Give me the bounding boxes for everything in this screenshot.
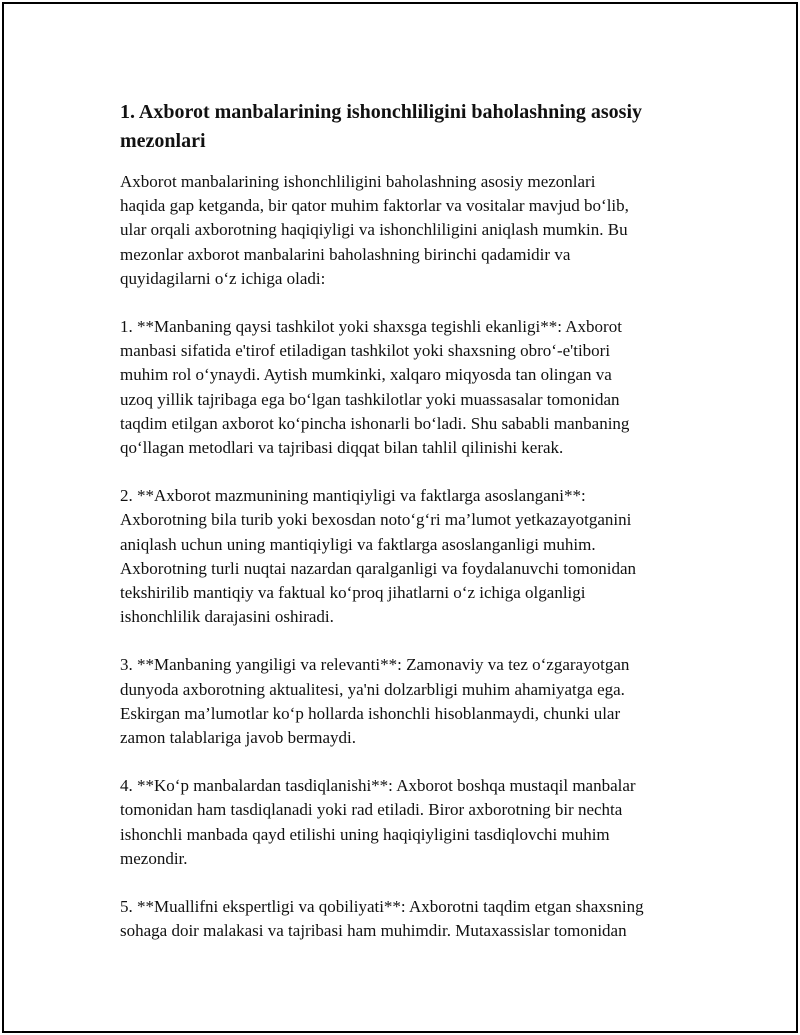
criterion-2-paragraph: 2. **Axborot mazmunining mantiqiyligi va faktlarga asoslangani**: Axborotning bila turib yoki bexosdan noto‘g‘ri ma’lumot yetkazayotganini aniqlash uchun uning mantiqiyligi va faktlarga asoslanganligi muhim. Axborotning turli nuqtai nazardan qaralganligi va foydalanuvchi tomonidan tekshirilib mantiqiy va faktual ko‘proq jihatlarni o‘z ichiga olganligi ishonchlilik darajasini oshiradi. xyxy=(120,486,636,627)
document-title: 1. Axborot manbalarining ishonchliligini baholashning asosiy mezonlari xyxy=(120,101,643,152)
criterion-5-paragraph: 5. **Muallifni ekspertligi va qobiliyati**: Axborotni taqdim etgan shaxsning sohaga doir malakasi va tajribasi ham muhimdir. Mutaxassislar tomonidan xyxy=(120,897,644,941)
document-body xyxy=(120,98,700,967)
intro-paragraph: Axborot manbalarining ishonchliligini baholashning asosiy mezonlari haqida gap ketganda, bir qator muhim faktorlar va vositalar mavjud bo‘lib, ular orqali axborotning haqiqiyligi va ishonchliligini aniqlash mumkin. Bu mezonlar axborot manbalarini baholashning birinchi qadamidir va quyidagilarni o‘z ichiga oladi: xyxy=(120,172,629,288)
criterion-1-paragraph: 1. **Manbaning qaysi tashkilot yoki shaxsga tegishli ekanligi**: Axborot manbasi sifatida e'tirof etiladigan tashkilot yoki shaxsning obro‘-e'tibori muhim rol o‘ynaydi. Aytish mumkinki, xalqaro miqyosda tan olingan va uzoq yillik tajribaga ega bo‘lgan tashkilotlar yoki muassasalar tomonidan taqdim etilgan axborot ko‘pincha ishonarli bo‘ladi. Shu sababli manbaning qo‘llagan metodlari va tajribasi diqqat bilan tahlil qilinishi kerak. xyxy=(120,317,630,458)
criterion-3-paragraph: 3. **Manbaning yangiligi va relevanti**: Zamonaviy va tez o‘zgarayotgan dunyoda axborotning aktualitesi, ya'ni dolzarbligi muhim ahamiyatga ega. Eskirgan ma’lumotlar ko‘p hollarda ishonchli hisoblanmaydi, chunki ular zamon talablariga javob bermaydi. xyxy=(120,655,630,748)
criterion-4-paragraph: 4. **Ko‘p manbalardan tasdiqlanishi**: Axborot boshqa mustaqil manbalar tomonidan ham tasdiqlanadi yoki rad etiladi. Biror axborotning bir nechta ishonchli manbada qayd etilishi uning haqiqiyligini tasdiqlovchi muhim mezondir. xyxy=(120,776,636,868)
page-frame xyxy=(2,2,798,1033)
